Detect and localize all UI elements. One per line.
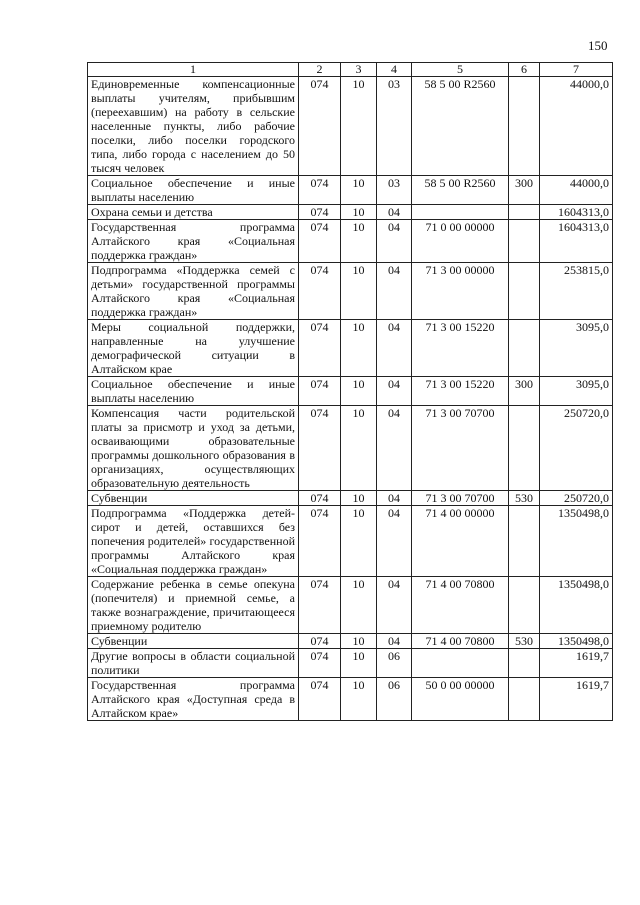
subsection-code: 04 xyxy=(377,263,412,320)
ministry-code: 074 xyxy=(299,506,341,577)
target-item-code: 58 5 00 R2560 xyxy=(412,176,509,205)
ministry-code: 074 xyxy=(299,176,341,205)
item-name: Содержание ребенка в семье опекуна (попечителя) и приемной семье, а также вознаграждение, причитающееся приемному родителю xyxy=(88,577,299,634)
table-row xyxy=(88,678,613,721)
subsection-code: 04 xyxy=(377,506,412,577)
subsection-code: 06 xyxy=(377,678,412,721)
section-code: 10 xyxy=(341,406,377,491)
column-header: 6 xyxy=(509,63,540,77)
ministry-code: 074 xyxy=(299,634,341,649)
amount: 1604313,0 xyxy=(540,220,613,263)
section-code: 10 xyxy=(341,320,377,377)
amount: 3095,0 xyxy=(540,377,613,406)
table-row xyxy=(88,176,613,205)
section-code: 10 xyxy=(341,577,377,634)
ministry-code: 074 xyxy=(299,77,341,176)
amount: 3095,0 xyxy=(540,320,613,377)
table-row xyxy=(88,406,613,491)
target-item-code: 58 5 00 R2560 xyxy=(412,77,509,176)
expense-type-code: 530 xyxy=(509,491,540,506)
section-code: 10 xyxy=(341,205,377,220)
expense-type-code xyxy=(509,263,540,320)
table-row xyxy=(88,506,613,577)
subsection-code: 03 xyxy=(377,176,412,205)
amount: 1619,7 xyxy=(540,678,613,721)
subsection-code: 04 xyxy=(377,205,412,220)
expense-type-code xyxy=(509,320,540,377)
section-code: 10 xyxy=(341,678,377,721)
table-row xyxy=(88,577,613,634)
ministry-code: 074 xyxy=(299,205,341,220)
subsection-code: 04 xyxy=(377,220,412,263)
column-header: 4 xyxy=(377,63,412,77)
subsection-code: 04 xyxy=(377,491,412,506)
table-row xyxy=(88,220,613,263)
target-item-code: 50 0 00 00000 xyxy=(412,678,509,721)
expense-type-code: 300 xyxy=(509,176,540,205)
item-name: Компенсация части родительской платы за присмотр и уход за детьми, осваивающими образовательные программы дошкольного образования в организациях, осуществляющих образовательную деятельность xyxy=(88,406,299,491)
section-code: 10 xyxy=(341,77,377,176)
expense-type-code xyxy=(509,220,540,263)
section-code: 10 xyxy=(341,634,377,649)
item-name: Другие вопросы в области социальной политики xyxy=(88,649,299,678)
table-row xyxy=(88,649,613,678)
amount: 250720,0 xyxy=(540,491,613,506)
section-code: 10 xyxy=(341,263,377,320)
item-name: Охрана семьи и детства xyxy=(88,205,299,220)
item-name: Подпрограмма «Поддержка детей-сирот и детей, оставшихся без попечения родителей» государственной программы Алтайского края «Социальная поддержка граждан» xyxy=(88,506,299,577)
target-item-code: 71 3 00 70700 xyxy=(412,491,509,506)
target-item-code xyxy=(412,205,509,220)
ministry-code: 074 xyxy=(299,406,341,491)
expense-type-code xyxy=(509,649,540,678)
expense-type-code xyxy=(509,406,540,491)
amount: 253815,0 xyxy=(540,263,613,320)
target-item-code: 71 3 00 70700 xyxy=(412,406,509,491)
column-header: 7 xyxy=(540,63,613,77)
section-code: 10 xyxy=(341,649,377,678)
subsection-code: 04 xyxy=(377,634,412,649)
target-item-code xyxy=(412,649,509,678)
section-code: 10 xyxy=(341,377,377,406)
amount: 44000,0 xyxy=(540,176,613,205)
expense-type-code xyxy=(509,577,540,634)
section-code: 10 xyxy=(341,506,377,577)
ministry-code: 074 xyxy=(299,678,341,721)
table-row xyxy=(88,634,613,649)
item-name: Субвенции xyxy=(88,491,299,506)
table-row xyxy=(88,205,613,220)
item-name: Меры социальной поддержки, направленные на улучшение демографической ситуации в Алтайском крае xyxy=(88,320,299,377)
item-name: Субвенции xyxy=(88,634,299,649)
target-item-code: 71 4 00 00000 xyxy=(412,506,509,577)
expense-type-code xyxy=(509,678,540,721)
amount: 1604313,0 xyxy=(540,205,613,220)
expense-type-code xyxy=(509,77,540,176)
section-code: 10 xyxy=(341,220,377,263)
table-row xyxy=(88,491,613,506)
table-row xyxy=(88,77,613,176)
amount: 1350498,0 xyxy=(540,577,613,634)
target-item-code: 71 4 00 70800 xyxy=(412,634,509,649)
item-name: Социальное обеспечение и иные выплаты населению xyxy=(88,176,299,205)
item-name: Государственная программа Алтайского края «Доступная среда в Алтайском крае» xyxy=(88,678,299,721)
ministry-code: 074 xyxy=(299,577,341,634)
column-header: 1 xyxy=(88,63,299,77)
ministry-code: 074 xyxy=(299,491,341,506)
expense-type-code xyxy=(509,205,540,220)
subsection-code: 04 xyxy=(377,577,412,634)
expense-type-code: 530 xyxy=(509,634,540,649)
subsection-code: 04 xyxy=(377,320,412,377)
ministry-code: 074 xyxy=(299,320,341,377)
target-item-code: 71 4 00 70800 xyxy=(412,577,509,634)
expense-type-code xyxy=(509,506,540,577)
item-name: Социальное обеспечение и иные выплаты населению xyxy=(88,377,299,406)
ministry-code: 074 xyxy=(299,263,341,320)
amount: 44000,0 xyxy=(540,77,613,176)
ministry-code: 074 xyxy=(299,649,341,678)
page-number: 150 xyxy=(588,38,608,53)
target-item-code: 71 3 00 00000 xyxy=(412,263,509,320)
item-name: Государственная программа Алтайского края «Социальная поддержка граждан» xyxy=(88,220,299,263)
target-item-code: 71 3 00 15220 xyxy=(412,320,509,377)
subsection-code: 04 xyxy=(377,377,412,406)
table-row xyxy=(88,320,613,377)
column-header: 3 xyxy=(341,63,377,77)
table-row xyxy=(88,263,613,320)
target-item-code: 71 3 00 15220 xyxy=(412,377,509,406)
section-code: 10 xyxy=(341,176,377,205)
target-item-code: 71 0 00 00000 xyxy=(412,220,509,263)
table-row xyxy=(88,377,613,406)
subsection-code: 04 xyxy=(377,406,412,491)
ministry-code: 074 xyxy=(299,220,341,263)
amount: 1619,7 xyxy=(540,649,613,678)
budget-table xyxy=(87,62,613,721)
item-name: Единовременные компенсационные выплаты учителям, прибывшим (переехавшим) на работу в сельские населенные пункты, либо рабочие поселки, либо поселки городского типа, либо города с населением до 50 тысяч человек xyxy=(88,77,299,176)
amount: 1350498,0 xyxy=(540,506,613,577)
column-header: 5 xyxy=(412,63,509,77)
amount: 1350498,0 xyxy=(540,634,613,649)
ministry-code: 074 xyxy=(299,377,341,406)
section-code: 10 xyxy=(341,491,377,506)
column-header: 2 xyxy=(299,63,341,77)
subsection-code: 03 xyxy=(377,77,412,176)
item-name: Подпрограмма «Поддержка семей с детьми» государственной программы Алтайского края «Социальная поддержка граждан» xyxy=(88,263,299,320)
expense-type-code: 300 xyxy=(509,377,540,406)
table-header-row xyxy=(88,63,613,77)
subsection-code: 06 xyxy=(377,649,412,678)
amount: 250720,0 xyxy=(540,406,613,491)
